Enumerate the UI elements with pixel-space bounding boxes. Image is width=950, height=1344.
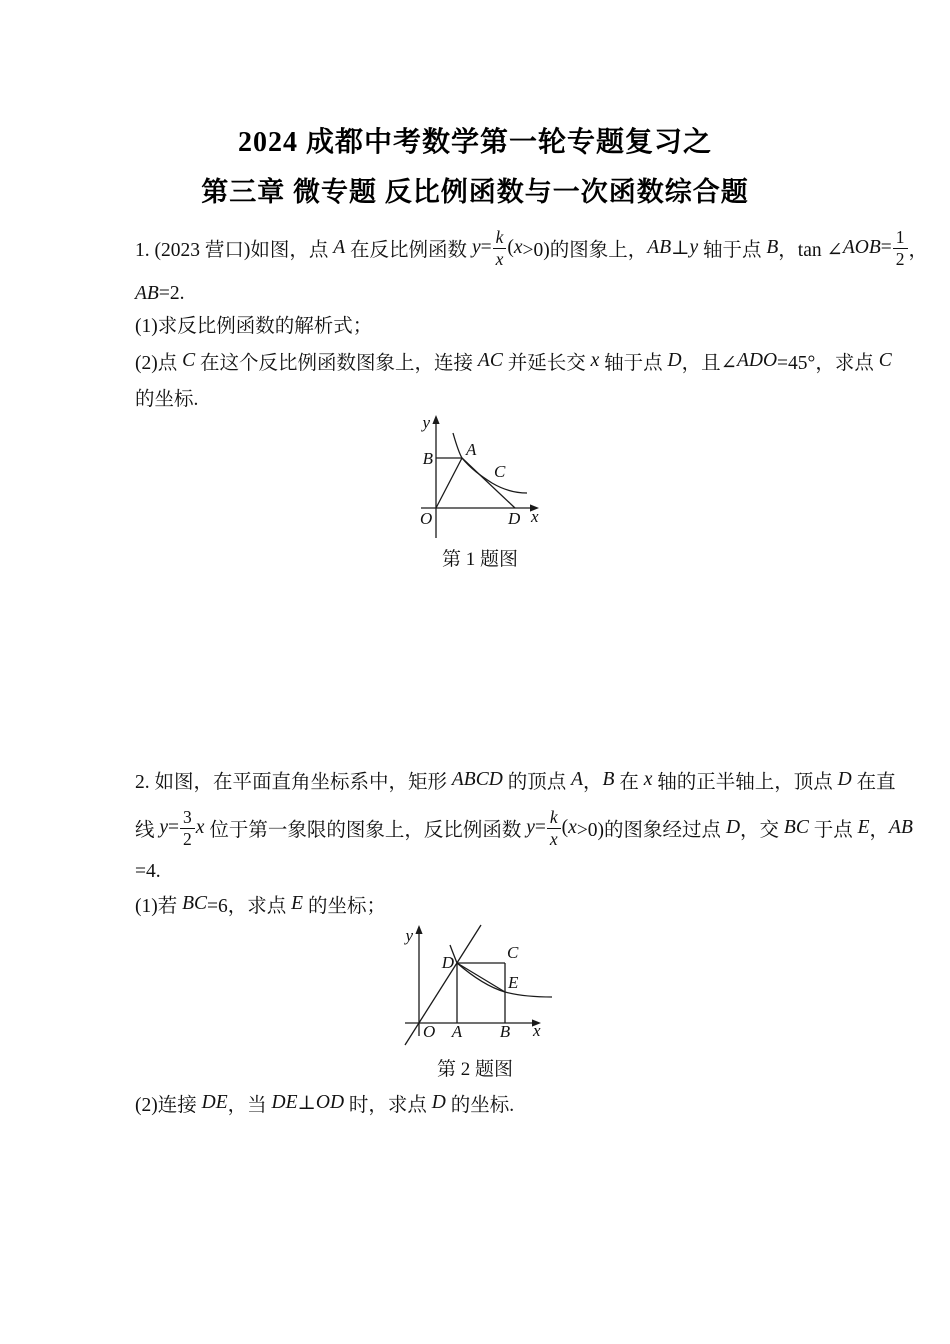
- text-segment: 1. (2023 营口)如图，点: [135, 240, 334, 261]
- figure-1-plot: [405, 412, 555, 542]
- text-segment: 轴的正半轴上，顶点: [652, 772, 838, 793]
- figure-2-caption: 第 2 题图: [436, 1059, 513, 1080]
- problem1-part2-line2-text: 的坐标.: [135, 389, 199, 410]
- problem1-part2-line1: [135, 348, 892, 374]
- fig2-label-d: D: [441, 953, 454, 972]
- text-segment: 的坐标；: [303, 896, 386, 917]
- text-segment: 2. 如图，在平面直角坐标系中，矩形: [135, 772, 452, 793]
- text-segment: E: [857, 817, 870, 838]
- figure-2: [395, 923, 555, 1048]
- problem2-part2: [135, 1090, 825, 1116]
- fig1-label-b: B: [422, 449, 433, 468]
- fraction: $\frac{k}{x}$: [547, 808, 561, 848]
- text-segment: 轴于点: [698, 240, 767, 261]
- fig2-label-c: C: [507, 943, 519, 962]
- text-segment: B: [766, 237, 779, 258]
- text-segment: >0)的图象上，: [522, 240, 648, 261]
- text-segment: ⊥: [671, 238, 690, 259]
- text-segment: =6，求点: [207, 896, 292, 917]
- problem2-line1: [135, 767, 896, 793]
- text-segment: ，交: [740, 820, 784, 841]
- problem1-line1: [135, 221, 929, 275]
- fraction: $\frac{k}{x}$: [493, 228, 507, 268]
- text-segment: y: [159, 817, 169, 838]
- text-segment: BC: [182, 893, 208, 914]
- text-segment: 在: [614, 772, 644, 793]
- fig2-label-e: E: [508, 973, 519, 992]
- problem2-line2: [135, 801, 913, 855]
- fig1-label-o: O: [420, 509, 433, 528]
- text-segment: 于点: [808, 820, 858, 841]
- text-segment: ADO: [736, 350, 778, 371]
- text-segment: 在直: [851, 772, 896, 793]
- fig1-label-d: D: [508, 509, 521, 528]
- fig1-label-x: x: [531, 507, 539, 526]
- fig2-y-axis-arrow: [415, 925, 422, 934]
- text-segment: (1)若: [135, 896, 183, 917]
- text-segment: DE: [271, 1092, 298, 1113]
- fig2-label-o: O: [423, 1022, 436, 1041]
- text-segment: x: [643, 769, 653, 790]
- text-segment: =: [168, 817, 180, 838]
- text-segment: =2.: [158, 283, 185, 304]
- text-segment: x: [568, 817, 577, 838]
- text-segment: (2)点: [135, 353, 183, 374]
- problem2-part1: [135, 891, 825, 917]
- text-segment: =4.: [135, 861, 161, 882]
- text-segment: AOB: [842, 237, 881, 258]
- text-segment: ，: [869, 820, 890, 841]
- text-segment: 线: [135, 820, 160, 841]
- page-title: 2024 成都中考数学第一轮专题复习之: [237, 127, 712, 158]
- fraction: $\frac{3}{2}$: [180, 808, 195, 848]
- text-segment: AB: [647, 237, 672, 258]
- text-segment: AB: [889, 817, 913, 838]
- text-segment: 在反比例函数: [345, 240, 472, 261]
- text-segment: A: [571, 769, 583, 790]
- fig2-label-y: y: [405, 926, 413, 945]
- fig1-label-y: y: [422, 413, 430, 432]
- figure-1-caption: 第 1 题图: [441, 549, 518, 570]
- text-segment: 位于第一象限的图象上，反比例函数: [204, 820, 527, 841]
- fig2-label-b: B: [499, 1022, 511, 1041]
- problem2-line3: [135, 859, 825, 885]
- problem1-part2-line2: [135, 384, 825, 410]
- text-segment: ，且∠: [681, 353, 737, 374]
- text-segment: y: [526, 817, 535, 838]
- text-segment: 的坐标.: [445, 1095, 515, 1116]
- text-segment: >0)的图象经过点: [576, 820, 726, 841]
- text-segment: B: [602, 769, 615, 790]
- text-segment: x: [513, 237, 523, 258]
- text-segment: y: [471, 237, 481, 258]
- text-segment: BC: [783, 817, 809, 838]
- text-segment: y: [689, 237, 699, 258]
- text-segment: D: [431, 1092, 446, 1113]
- text-segment: ，: [583, 772, 603, 793]
- text-segment: D: [837, 769, 852, 790]
- text-segment: x: [590, 350, 600, 371]
- text-segment: ，: [908, 240, 929, 261]
- fig2-line-y-eq-1p5x: [405, 925, 481, 1045]
- fig2-segment-DE: [457, 963, 505, 992]
- text-segment: (2)连接: [135, 1095, 202, 1116]
- text-segment: DE: [201, 1092, 228, 1113]
- text-segment: =: [534, 817, 546, 838]
- text-segment: =: [880, 237, 892, 258]
- text-segment: 的顶点: [502, 772, 572, 793]
- fig2-label-x: x: [533, 1021, 541, 1040]
- problem1-part1: [135, 311, 825, 337]
- text-segment: (: [507, 237, 514, 258]
- text-segment: D: [725, 817, 741, 838]
- text-segment: ，当: [227, 1095, 272, 1116]
- text-segment: (: [561, 817, 569, 838]
- text-segment: x: [195, 817, 205, 838]
- figure-1: [405, 412, 555, 542]
- fig1-label-c: C: [494, 462, 506, 481]
- fig1-y-axis-arrow: [432, 415, 439, 424]
- text-segment: D: [667, 350, 682, 371]
- fig1-label-a: A: [466, 440, 477, 459]
- text-segment: A: [333, 237, 346, 258]
- fig2-label-a: A: [451, 1022, 463, 1041]
- text-segment: ，tan ∠: [778, 240, 843, 261]
- text-segment: C: [182, 350, 196, 371]
- text-segment: =45°，求点: [777, 353, 879, 374]
- page-subtitle: 第三章 微专题 反比例函数与一次函数综合题: [201, 177, 749, 207]
- text-segment: AB: [135, 283, 159, 304]
- text-segment: AC: [477, 350, 503, 371]
- fraction: $\frac{1}{2}$: [893, 228, 908, 268]
- text-segment: ⊥: [297, 1093, 316, 1114]
- text-segment: 轴于点: [599, 353, 668, 374]
- text-segment: =: [480, 237, 492, 258]
- text-segment: ABCD: [451, 769, 503, 790]
- text-segment: 在这个反比例函数图象上，连接: [195, 353, 478, 374]
- text-segment: E: [291, 893, 304, 914]
- problem1-part1-text: (1)求反比例函数的解析式；: [135, 316, 373, 337]
- text-segment: 并延长交: [502, 353, 591, 374]
- text-segment: 时，求点: [344, 1095, 432, 1116]
- fig1-segment-OA: [436, 458, 462, 508]
- text-segment: OD: [315, 1092, 345, 1113]
- problem1-line2: [135, 281, 825, 307]
- text-segment: C: [878, 350, 892, 371]
- figure-2-plot: [395, 923, 555, 1048]
